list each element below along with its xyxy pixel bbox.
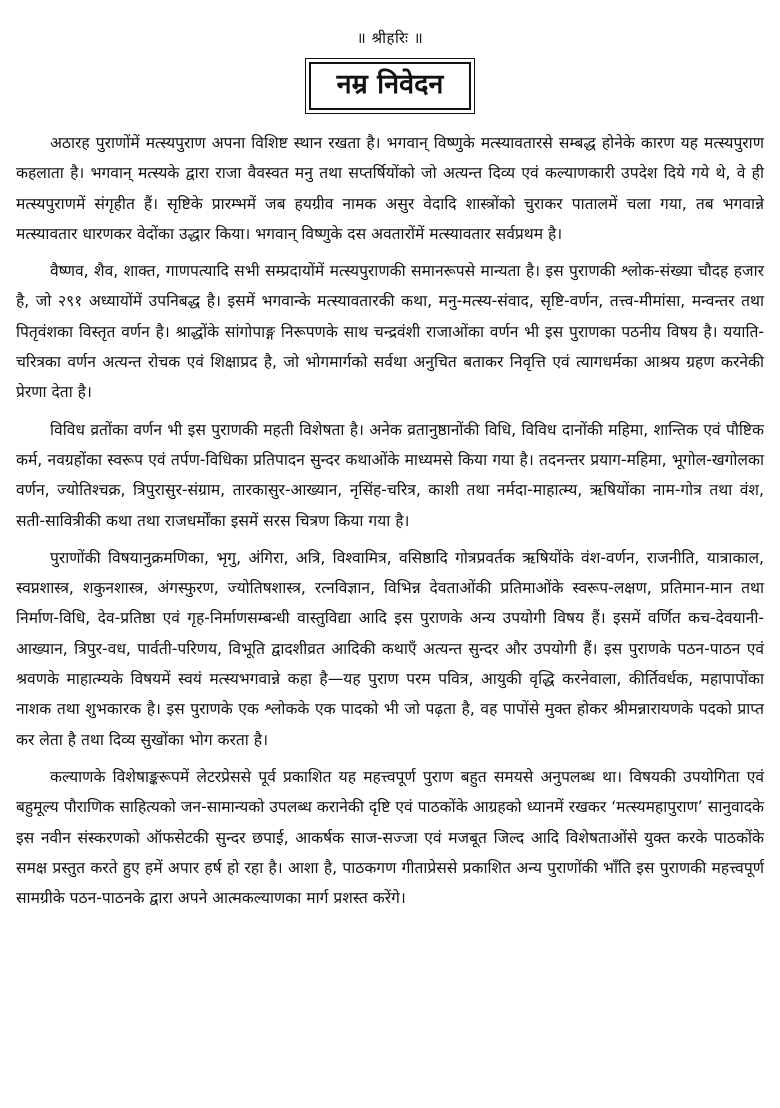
paragraph-4: पुराणोंकी विषयानुक्रमणिका, भृगु, अंगिरा, अत्रि, विश्वामित्र, वसिष्ठादि गोत्रप्रवर्तक ऋषियोंके वंश-वर्णन, राजनीति, यात्राकाल, स्वप्नशास्त्र, शकुनशास्त्र, अंगस्फुरण, ज्योतिषशास्त्र, रत्नविज्ञान, विभिन्न देवताओंकी प्रतिमाओंके स्वरूप-लक्षण, प्रतिमान-मान तथा निर्माण-विधि, देव-प्रतिष्ठा एवं गृह-निर्माणसम्बन्धी वास्तुविद्या आदि इस पुराणके अन्य उपयोगी विषय हैं। इसमें वर्णित कच-देवयानी-आख्यान, त्रिपुर-वध, पार्वती-परिणय, विभूति द्वादशीव्रत आदिकी कथाएँ अत्यन्त सुन्दर और उपयोगी हैं। इस पुराणके पठन-पाठन एवं श्रवणके माहात्म्यके विषयमें स्वयं मत्स्यभगवान्ने कहा है—यह पुराण परम पवित्र, आयुकी वृद्धि करनेवाला, कीर्तिवर्धक, महापापोंका नाशक तथा शुभकारक है। इस पुराणके एक श्लोकके एक पादको भी जो पढ़ता है, वह पापोंसे मुक्त होकर श्रीमन्नारायणके पदको प्राप्त कर लेता है तथा दिव्य सुखोंका भोग करता है। (16, 548, 765, 749)
invocation-heading: ॥ श्रीहरिः ॥ (356, 29, 424, 47)
paragraph-3: विविध व्रतोंका वर्णन भी इस पुराणकी महती विशेषता है। अनेक व्रतानुष्ठानोंकी विधि, विविध दानोंकी महिमा, शान्तिक एवं पौष्टिक कर्म, नवग्रहोंका स्वरूप एवं तर्पण-विधिका प्रतिपादन सुन्दर कथाओंके माध्यमसे किया गया है। तदनन्तर प्रयाग-महिमा, भूगोल-खगोलका वर्णन, ज्योतिश्चक्र, त्रिपुरासुर-संग्राम, तारकासुर-आख्यान, नृसिंह-चरित्र, काशी तथा नर्मदा-माहात्म्य, ऋषियोंका नाम-गोत्र तथा वंश, सती-सावित्रीकी कथा तथा राजधर्मोंका इसमें सरस चित्रण किया गया है। (16, 420, 764, 530)
title-wrapper (16, 58, 764, 110)
body-text (16, 128, 764, 913)
paragraph-5: कल्याणके विशेषाङ्करूपमें लेटरप्रेससे पूर्व प्रकाशित यह महत्त्वपूर्ण पुराण बहुत समयसे अनुपलब्ध था। विषयकी उपयोगिता एवं बहुमूल्य पौराणिक साहित्यको जन-सामान्यको उपलब्ध करानेकी दृष्टि एवं पाठकोंके आग्रहको ध्यानमें रखकर ‘मत्स्यमहापुराण’ सानुवादके इस नवीन संस्करणको ऑफसेटकी सुन्दर छपाई, आकर्षक साज-सज्जा एवं मजबूत जिल्द आदि विशेषताओंसे युक्त करके पाठकोंके समक्ष प्रस्तुत करते हुए हमें अपार हर्ष हो रहा है। आशा है, पाठकगण गीताप्रेससे प्रकाशित अन्य पुराणोंकी भाँति इस पुराणकी महत्त्वपूर्ण सामग्रीके पठन-पाठनके द्वारा अपने आत्मकल्याणका मार्ग प्रशस्त करेंगे। (16, 767, 764, 908)
page-title: नम्र निवेदन (309, 62, 472, 110)
paragraph-2: वैष्णव, शैव, शाक्त, गाणपत्यादि सभी सम्प्रदायोंमें मत्स्यपुराणकी समानरूपसे मान्यता है। इस पुराणकी श्लोक-संख्या चौदह हजार है, जो २९१ अध्यायोंमें उपनिबद्ध है। इसमें भगवान्के मत्स्यावतारकी कथा, मनु-मत्स्य-संवाद, सृष्टि-वर्णन, तत्त्व-मीमांसा, मन्वन्तर तथा पितृवंशका विस्तृत वर्णन है। श्राद्धोंके सांगोपाङ्ग निरूपणके साथ चन्द्रवंशी राजाओंका वर्णन भी इस पुराणका पठनीय विषय है। ययाति-चरित्रका वर्णन अत्यन्त रोचक एवं शिक्षाप्रद है, जो भोगमार्गको सर्वथा अनुचित बताकर निवृत्ति एवं त्यागधर्मका आश्रय ग्रहण करनेकी प्रेरणा देता है। (16, 262, 764, 402)
paragraph-1: अठारह पुराणोंमें मत्स्यपुराण अपना विशिष्ट स्थान रखता है। भगवान् विष्णुके मत्स्यावतारसे सम्बद्ध होनेके कारण यह मत्स्यपुराण कहलाता है। भगवान् मत्स्यके द्वारा राजा वैवस्वत मनु तथा सप्तर्षियोंको जो अत्यन्त दिव्य एवं कल्याणकारी उपदेश दिये गये थे, वे ही मत्स्यपुराणमें संगृहीत हैं। सृष्टिके प्रारम्भमें जब हयग्रीव नामक असुर वेदादि शास्त्रोंको चुराकर पातालमें चला गया, तब भगवान्ने मत्स्यावतार धारणकर वेदोंका उद्धार किया। भगवान् विष्णुके दस अवतारोंमें मत्स्यावतार सर्वप्रथम है। (16, 134, 764, 243)
